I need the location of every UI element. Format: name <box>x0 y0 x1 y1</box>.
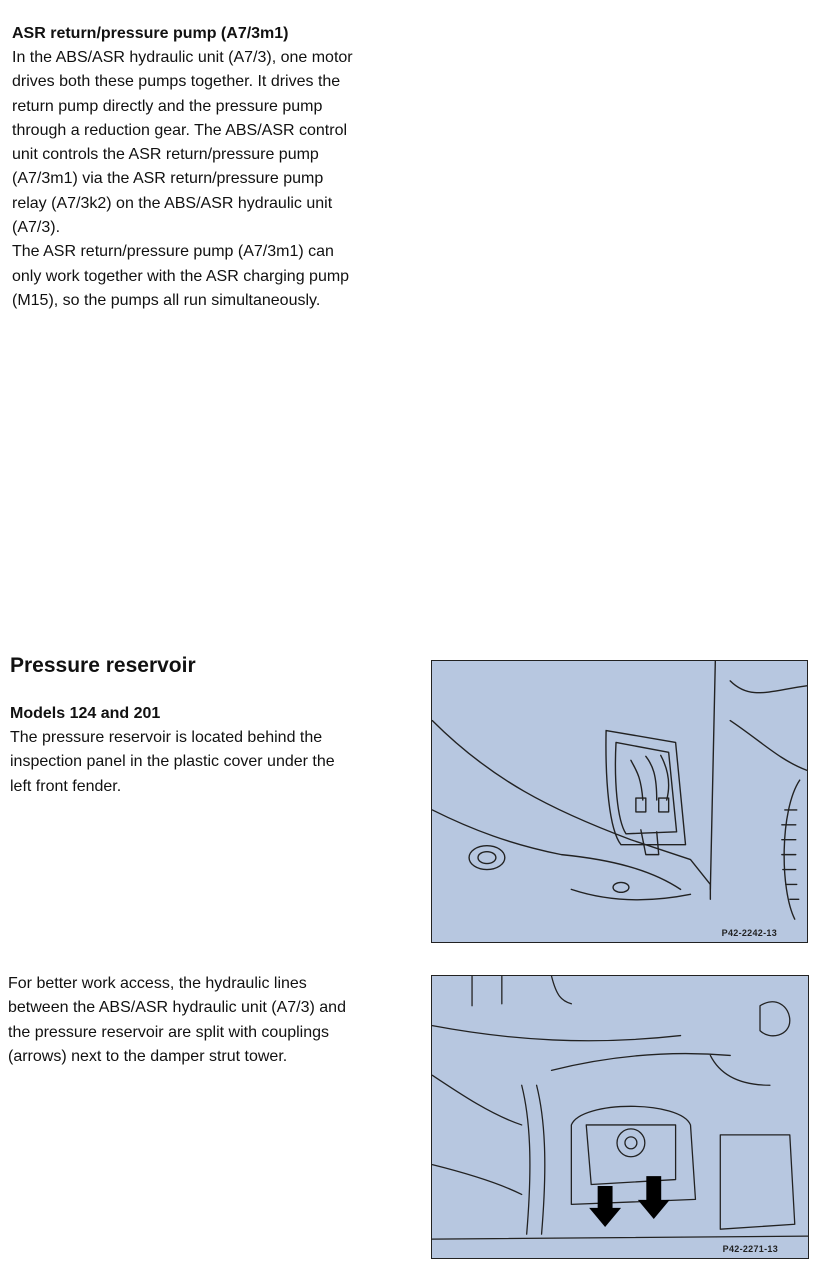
inspection-panel-illustration <box>432 661 807 942</box>
section-heading: Pressure reservoir <box>10 654 196 677</box>
section-heading: ASR return/pressure pump (A7/3m1) <box>12 25 289 42</box>
figure-inspection-panel <box>431 660 808 943</box>
body-paragraph: In the ABS/ASR hydraulic unit (A7/3), one motor drives both these pumps together. It drives the return pump directly and the pressure pump through a reduction gear. The ABS/ASR control unit controls the ASR return/pressure pump (A7/3m1) via the ASR return/pressure pump relay (A7/3k2) on the ABS/ASR hydraulic unit (A7/3). <box>12 49 353 237</box>
damper-strut-illustration <box>432 976 808 1258</box>
body-paragraph: The ASR return/pressure pump (A7/3m1) can only work together with the ASR charging pump (M15), so the pumps all run simultaneously. <box>12 243 350 309</box>
section-subheading: Models 124 and 201 <box>10 705 161 722</box>
body-paragraph: The pressure reservoir is located behind the inspection panel in the plastic cover under the left front fender. <box>10 729 335 795</box>
section-pressure-reservoir <box>10 652 410 799</box>
section-asr-pump <box>12 22 412 313</box>
figure-damper-strut-couplings <box>431 975 809 1259</box>
body-paragraph: For better work access, the hydraulic lines between the ABS/ASR hydraulic unit (A7/3) and the pressure reservoir are split with couplings (arrows) next to the damper strut tower. <box>8 975 346 1065</box>
figure-code: P42-2242-13 <box>721 928 777 938</box>
section-couplings-text <box>8 972 408 1069</box>
figure-code: P42-2271-13 <box>722 1244 778 1254</box>
